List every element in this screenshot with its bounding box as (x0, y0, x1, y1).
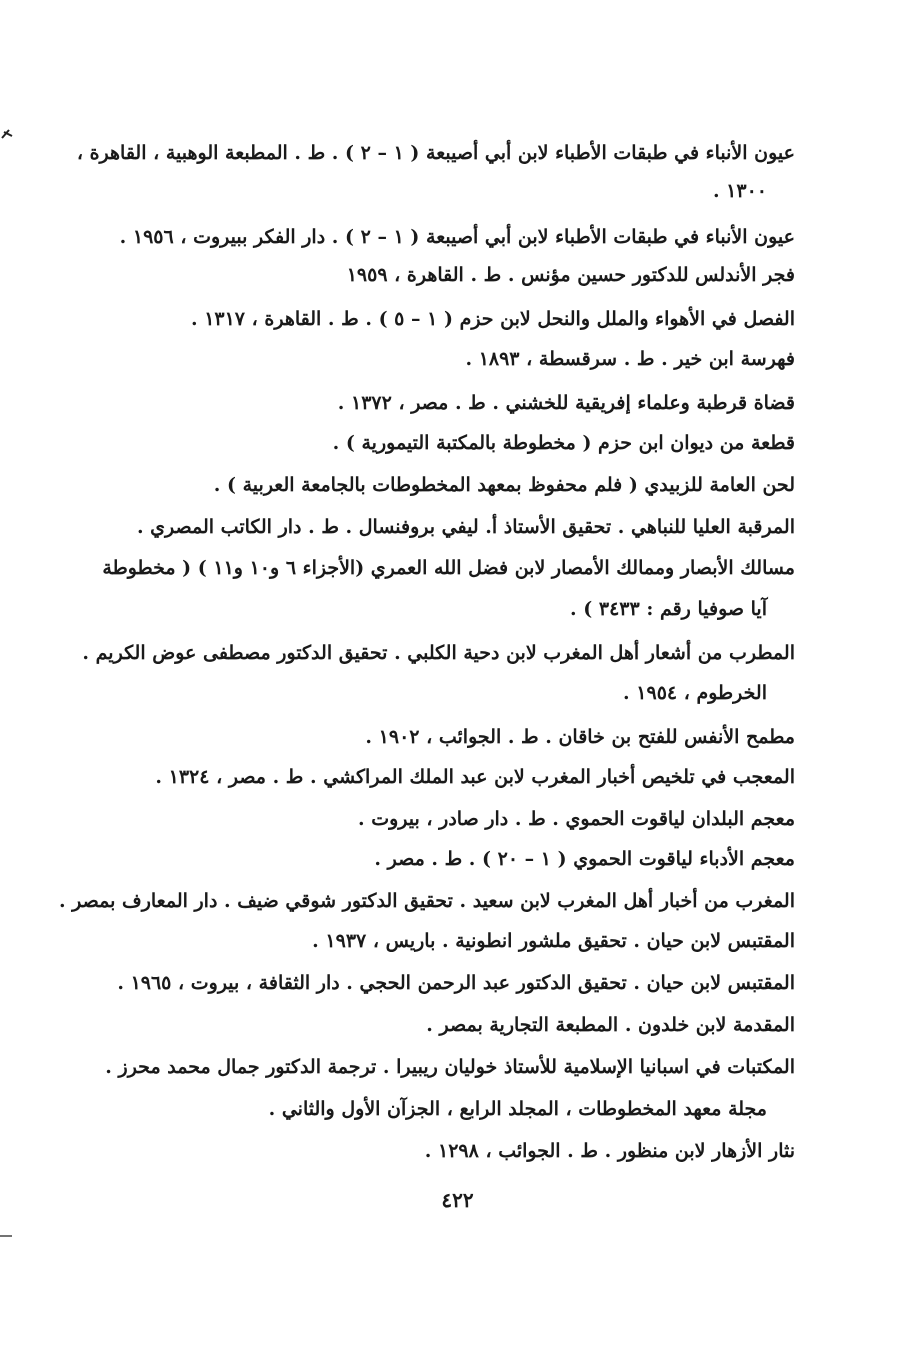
bib-entry-line: المقدمة لابن خلدون . المطبعة التجارية بمصر . (426, 1014, 795, 1036)
bib-entry-line: الفصل في الأهواء والملل والنحل لابن حزم ( ١ – ٥ ) . ط . القاهرة ، ١٣١٧ . (190, 308, 795, 330)
bib-entry-line: معجم الأدباء لياقوت الحموي ( ١ – ٢٠ ) . ط . مصر . (374, 848, 795, 870)
bib-entry-line: عيون الأنباء في طبقات الأطباء لابن أبي أصيبعة ( ١ – ٢ ) . دار الفكر ببيروت ، ١٩٥٦ . (119, 226, 795, 248)
page-number: ٤٢٢ (441, 1188, 474, 1212)
bib-entry-line: قطعة من ديوان ابن حزم ( مخطوطة بالمكتبة التيمورية ) . (332, 432, 795, 454)
bib-entry-line: لحن العامة للزبيدي ( فلم محفوظ بمعهد المخطوطات بالجامعة العربية ) . (213, 474, 795, 496)
margin-tick-icon (0, 1230, 14, 1242)
bib-entry-line: عيون الأنباء في طبقات الأطباء لابن أبي أصيبعة ( ١ – ٢ ) . ط . المطبعة الوهبية ، القاهرة ، (76, 142, 795, 164)
bib-entry-line: المقتبس لابن حيان . تحقيق الدكتور عبد الرحمن الحجي . دار الثقافة ، بيروت ، ١٩٦٥ . (117, 972, 795, 994)
bib-entry-line: مجلة معهد المخطوطات ، المجلد الرابع ، الجزآن الأول والثاني . (268, 1098, 767, 1120)
bib-entry-line: المعجب في تلخيص أخبار المغرب لابن عبد الملك المراكشي . ط . مصر ، ١٣٢٤ . (155, 766, 795, 788)
bib-entry-line: المرقبة العليا للنباهي . تحقيق الأستاذ أ. ليفي بروفنسال . ط . دار الكاتب المصري . (136, 516, 795, 538)
bib-entry-line: معجم البلدان لياقوت الحموي . ط . دار صادر ، بيروت . (358, 808, 795, 830)
bib-entry-line: المغرب من أخبار أهل المغرب لابن سعيد . تحقيق الدكتور شوقي ضيف . دار المعارف بمصر . (58, 890, 795, 912)
margin-mark-icon (0, 126, 16, 142)
bib-entry-continuation: الخرطوم ، ١٩٥٤ . (623, 682, 767, 704)
bib-entry-line: مسالك الأبصار وممالك الأمصار لابن فضل الله العمري (الأجزاء ٦ و١٠ و١١ ) ( مخطوطة (102, 557, 795, 579)
bib-entry-continuation: ١٣٠٠ . (712, 180, 767, 202)
bib-entry-line: المقتبس لابن حيان . تحقيق ملشور انطونية . باريس ، ١٩٣٧ . (312, 930, 795, 952)
bib-entry-line: فجر الأندلس للدكتور حسين مؤنس . ط . القاهرة ، ١٩٥٩ (346, 264, 795, 286)
bib-entry-line: فهرسة ابن خير . ط . سرقسطة ، ١٨٩٣ . (465, 348, 795, 370)
bib-entry-continuation: آيا صوفيا رقم : ٣٤٣٣ ) . (570, 598, 767, 620)
bib-entry-line: المكتبات في اسبانيا الإسلامية للأستاذ خوليان ريبيرا . ترجمة الدكتور جمال محمد محرز . (105, 1056, 795, 1078)
bib-entry-line: مطمح الأنفس للفتح بن خاقان . ط . الجوائب ، ١٩٠٢ . (365, 726, 795, 748)
bib-entry-line: المطرب من أشعار أهل المغرب لابن دحية الكلبي . تحقيق الدكتور مصطفى عوض الكريم . (82, 642, 795, 664)
bib-entry-line: قضاة قرطبة وعلماء إفريقية للخشني . ط . مصر ، ١٣٧٢ . (337, 392, 795, 414)
bib-entry-line: نثار الأزهار لابن منظور . ط . الجوائب ، ١٢٩٨ . (424, 1140, 795, 1162)
